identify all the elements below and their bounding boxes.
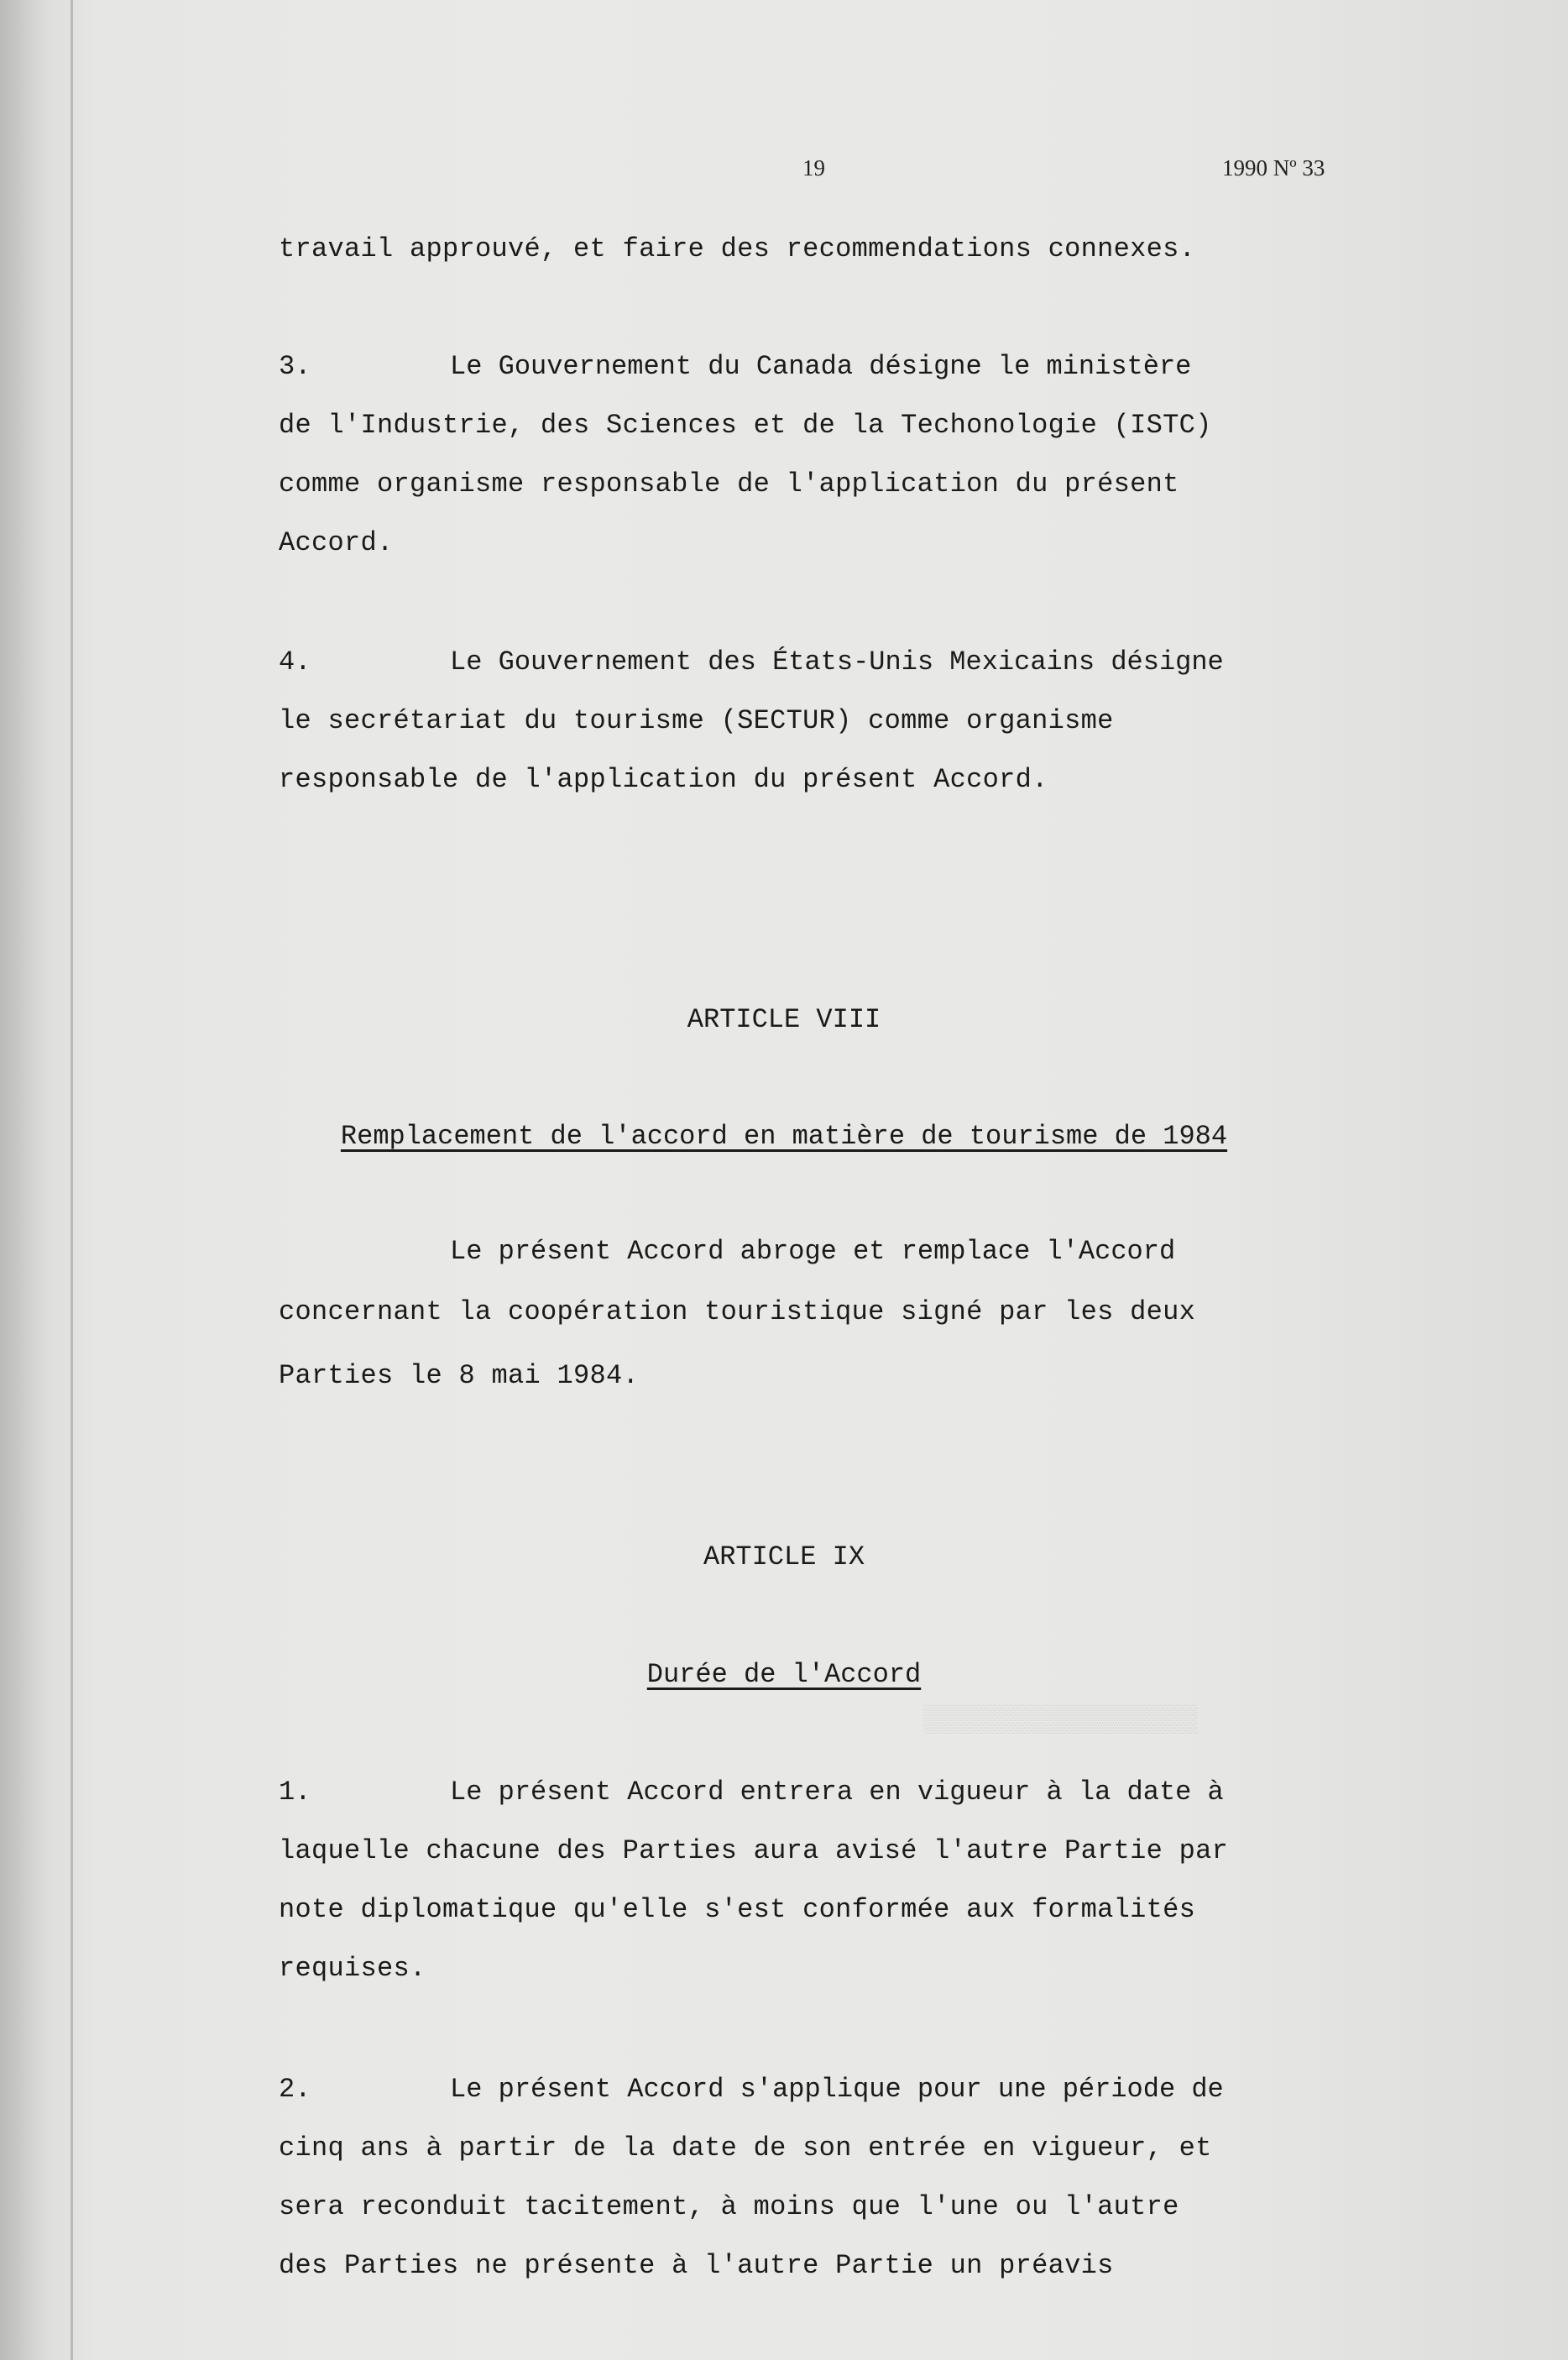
article9-para1-number: 1. <box>279 1777 311 1808</box>
article8-line1: Le présent Accord abroge et remplace l'Accord <box>450 1236 1176 1267</box>
para3-line3: comme organisme responsable de l'application du présent <box>279 468 1179 500</box>
article9-para1-line1: Le présent Accord entrera en vigueur à la date à <box>450 1777 1224 1808</box>
para3-number: 3. <box>279 351 311 382</box>
article9-para1-line4: requises. <box>279 1953 426 1984</box>
para3-line4: Accord. <box>279 527 394 558</box>
article9-para1-line2: laquelle chacune des Parties aura avisé l'autre Partie par <box>279 1835 1229 1866</box>
para4-line2: le secrétariat du tourisme (SECTUR) comme organisme <box>279 705 1114 736</box>
para3-line2: de l'Industrie, des Sciences et de la Techonologie (ISTC) <box>279 410 1212 441</box>
para3-line1: Le Gouvernement du Canada désigne le ministère <box>450 351 1192 382</box>
article9-para2-line4: des Parties ne présente à l'autre Partie un préavis <box>279 2250 1114 2281</box>
gazette-reference: 1990 Nº 33 <box>1222 155 1325 181</box>
article9-para2-line1: Le présent Accord s'applique pour une période de <box>450 2074 1224 2105</box>
article8-line2: concernant la coopération touristique signé par les deux <box>279 1296 1196 1327</box>
bleed-through-decoration: ▒▒▒▒▒▒▒▒▒▒▒▒▒▒▒▒▒ <box>923 1704 1198 1735</box>
article9-para2-number: 2. <box>279 2074 311 2105</box>
binding-line <box>71 0 73 2360</box>
para4-line3: responsable de l'application du présent Accord. <box>279 764 1048 795</box>
article8-subheading: Remplacement de l'accord en matière de tourisme de 1984 <box>340 1121 1228 1152</box>
page-number: 19 <box>802 155 825 181</box>
binding-shadow <box>0 0 50 2360</box>
para4-number: 4. <box>279 646 311 678</box>
para4-line1: Le Gouvernement des États-Unis Mexicains désigne <box>450 646 1224 678</box>
intro-line: travail approuvé, et faire des recommendations connexes. <box>279 233 1196 264</box>
article9-subheading: Durée de l'Accord <box>646 1659 922 1690</box>
article9-para2-line2: cinq ans à partir de la date de son entrée en vigueur, et <box>279 2132 1212 2164</box>
article8-heading: ARTICLE VIII <box>687 1004 881 1035</box>
article8-line3: Parties le 8 mai 1984. <box>279 1360 640 1391</box>
article9-para2-line3: sera reconduit tacitement, à moins que l'une ou l'autre <box>279 2191 1179 2222</box>
article9-para1-line3: note diplomatique qu'elle s'est conformée aux formalités <box>279 1894 1196 1925</box>
article9-heading: ARTICLE IX <box>703 1541 865 1572</box>
